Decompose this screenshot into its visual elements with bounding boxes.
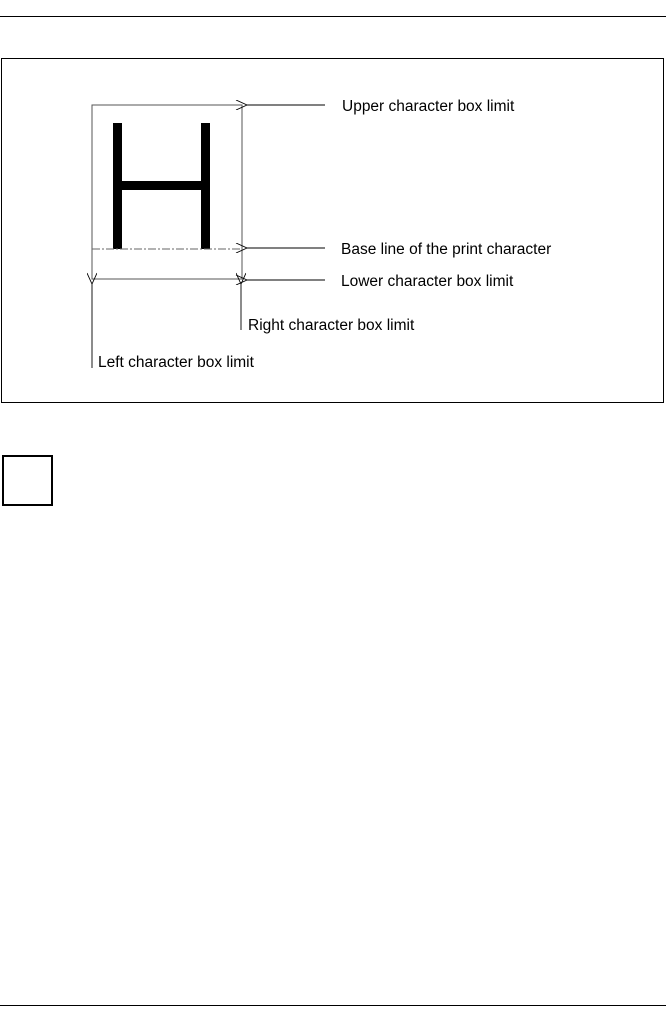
note-icon — [2, 455, 53, 506]
base-line-label: Base line of the print character — [341, 241, 552, 258]
footer-rule — [0, 1005, 666, 1006]
left-limit-label: Left character box limit — [98, 354, 254, 371]
lower-limit-label: Lower character box limit — [341, 273, 514, 290]
upper-limit-label: Upper character box limit — [342, 98, 515, 115]
right-limit-label: Right character box limit — [248, 317, 415, 334]
print-character-glyph — [113, 123, 210, 249]
character-box-diagram — [0, 0, 666, 420]
